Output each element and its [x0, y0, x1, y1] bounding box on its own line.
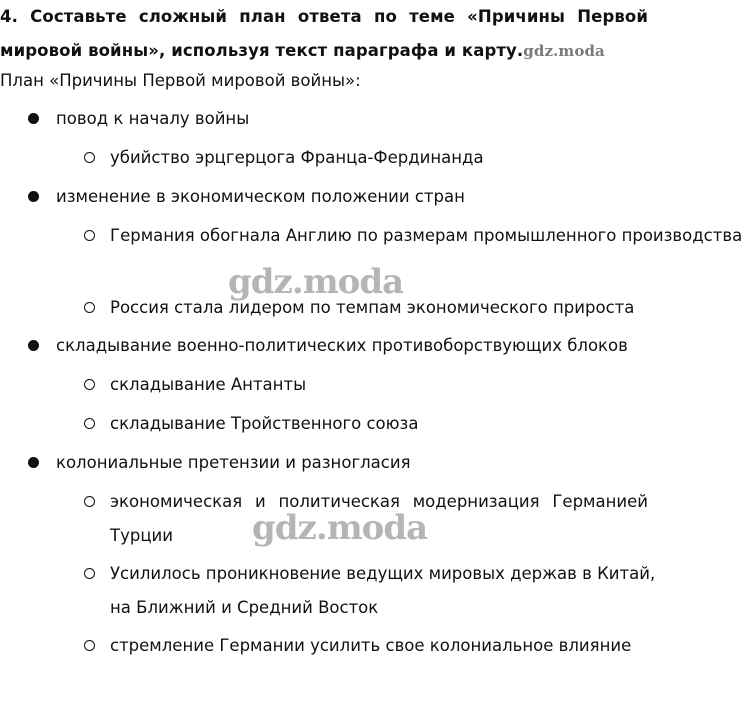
plan-section-3: складывание военно-политических противоборствующих блоков: [56, 331, 628, 361]
watermark: gdz.moda: [228, 262, 404, 302]
plan-section-1-item-1: убийство эрцгерцога Франца-Фердинанда: [110, 141, 648, 175]
plan-section-2-item-1: [110, 219, 742, 253]
inline-watermark: gdz.moda: [523, 42, 605, 60]
plan-section-2: изменение в экономическом положении стран: [56, 182, 465, 212]
plan-section-4-item-2-line-2: на Ближний и Средний Восток: [110, 598, 379, 617]
task-heading: [0, 0, 648, 68]
task-heading-line-2: [0, 34, 648, 68]
plan-section-4-item-1-line-2: Турции: [110, 526, 173, 545]
plan-section-3-item-1: складывание Антанты: [110, 368, 648, 402]
plan-title: План «Причины Первой мировой войны»:: [0, 71, 361, 90]
plan-section-4-item-2: [110, 557, 656, 625]
plan-section-3-item-2: складывание Тройственного союза: [110, 407, 648, 441]
plan-section-4-item-1-line-1: экономическая и политическая модернизация Германией: [110, 492, 648, 511]
watermark: gdz.moda: [252, 508, 428, 548]
plan-section-4-item-3: стремление Германии усилить свое колониальное влияние: [110, 629, 648, 663]
task-heading-line-1: 4. Составьте сложный план ответа по теме «Причины Первой: [0, 7, 648, 26]
plan-section-2-item-2: Россия стала лидером по темпам экономического прироста: [110, 291, 648, 325]
plan-section-4-item-2-line-1: Усилилось проникновение ведущих мировых держав в Китай,: [110, 564, 656, 583]
plan-section-4: колониальные претензии и разногласия: [56, 448, 411, 478]
task-heading-text: мировой войны», используя текст параграфа и карту.: [0, 41, 524, 60]
plan-section-1: повод к началу войны: [56, 104, 249, 134]
plan-section-2-item-1-line-1: Германия обогнала Англию по размерам промышленного производства: [110, 226, 742, 245]
